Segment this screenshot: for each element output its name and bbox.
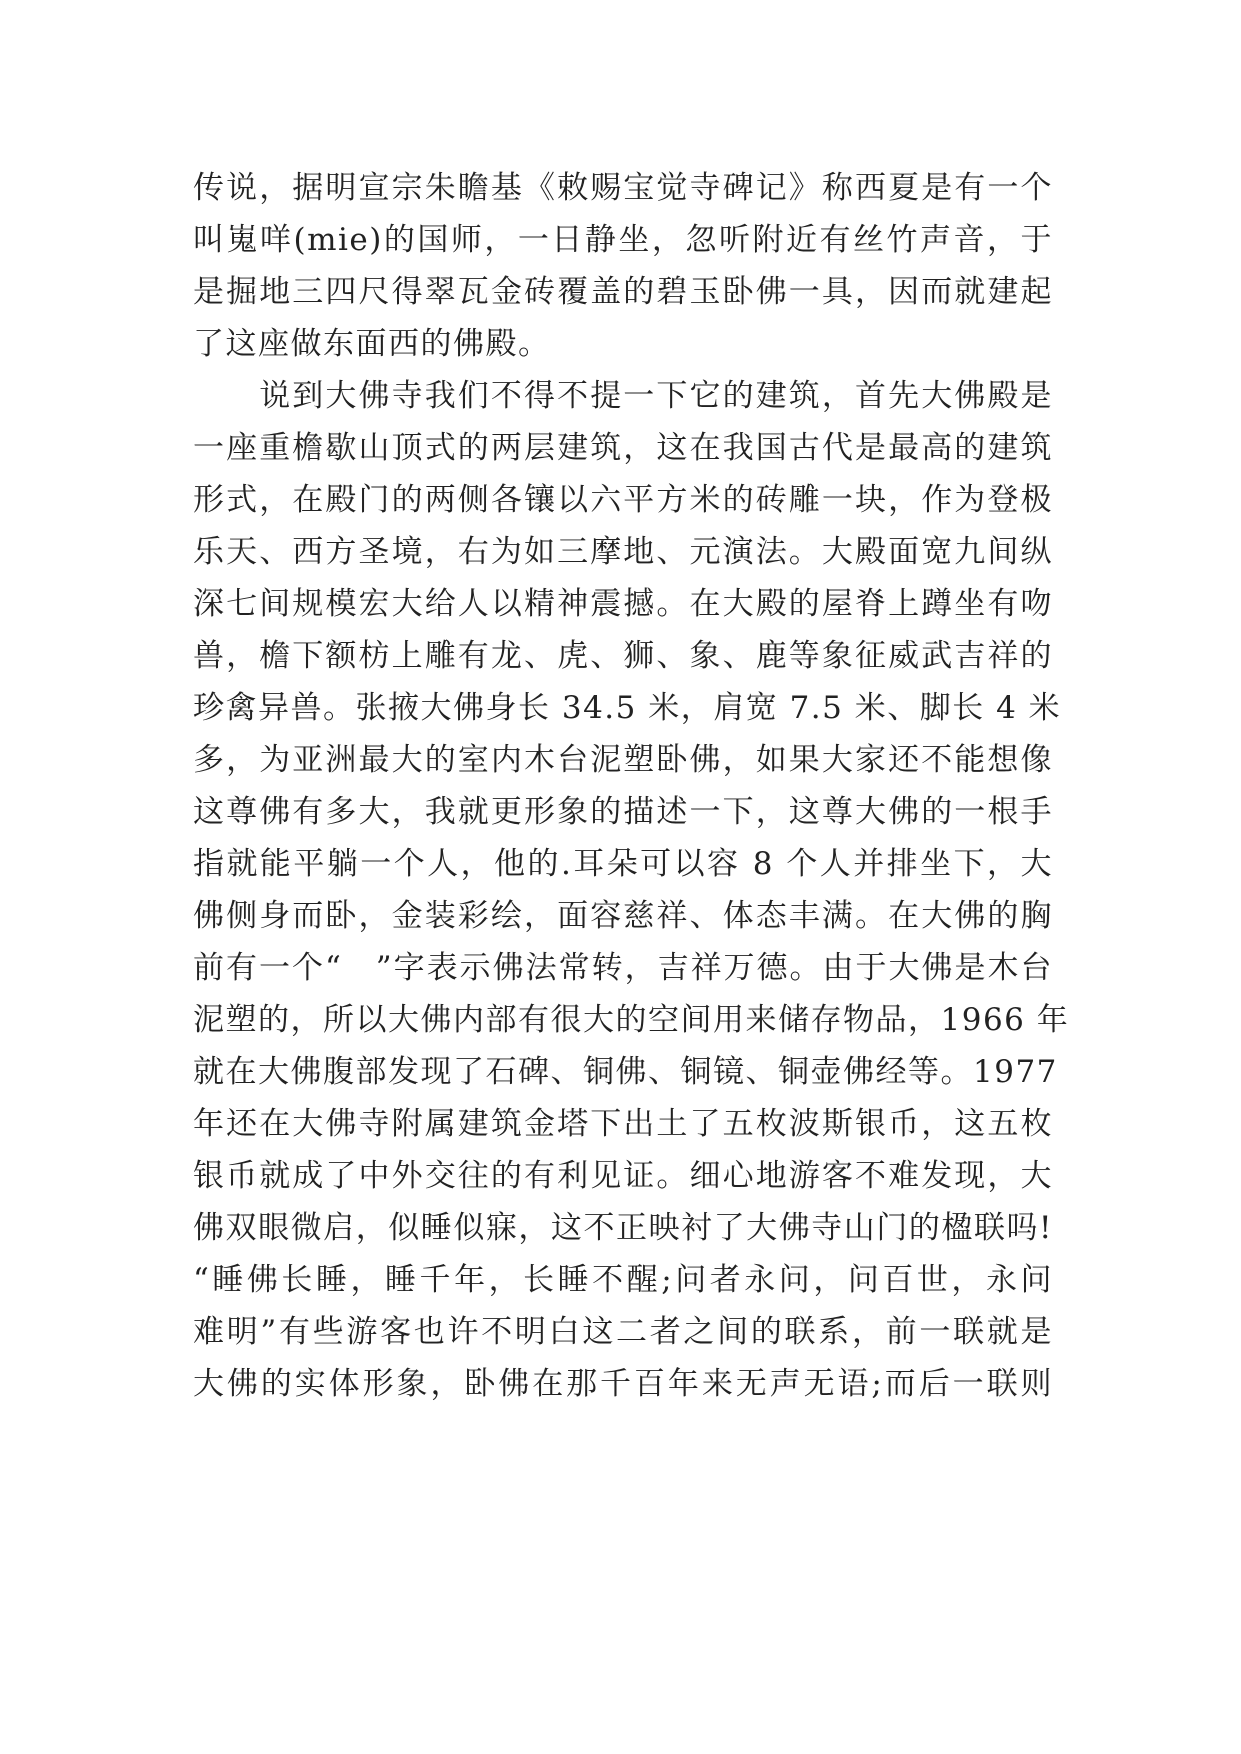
text-line-3: 是掘地三四尺得翠瓦金砖覆盖的碧玉卧佛一具，因而就建起 [193,274,1053,310]
text-line-17: 泥塑的，所以大佛内部有很大的空间用来储存物品，1966 年 [193,1002,1070,1038]
text-line-21: 佛双眼微启，似睡似寐，这不正映衬了大佛寺山门的楹联吗! [193,1210,1053,1246]
text-line-2: 叫嵬咩(mie)的国师，一日静坐，忽听附近有丝竹声音，于 [193,222,1053,258]
text-line-12: 多，为亚洲最大的室内木台泥塑卧佛，如果大家还不能想像 [193,742,1053,778]
text-line-22: “睡佛长睡，睡千年，长睡不醒;问者永问，问百世，永问 [193,1262,1053,1298]
text-line-15: 佛侧身而卧，金装彩绘，面容慈祥、体态丰满。在大佛的胸 [193,898,1053,934]
text-line-11: 珍禽异兽。张掖大佛身长 34.5 米，肩宽 7.5 米、脚长 4 米 [193,690,1062,726]
text-line-19: 年还在大佛寺附属建筑金塔下出土了五枚波斯银币，这五枚 [193,1106,1053,1142]
text-line-16: 前有一个“ ”字表示佛法常转，吉祥万德。由于大佛是木台 [193,950,1053,986]
text-line-6: 一座重檐歇山顶式的两层建筑，这在我国古代是最高的建筑 [193,430,1053,466]
text-line-13: 这尊佛有多大，我就更形象的描述一下，这尊大佛的一根手 [193,794,1053,830]
text-line-5: 说到大佛寺我们不得不提一下它的建筑，首先大佛殿是 [193,378,1053,414]
text-line-4: 了这座做东面西的佛殿。 [193,326,551,362]
text-line-23: 难明”有些游客也许不明白这二者之间的联系，前一联就是 [193,1314,1053,1350]
text-line-10: 兽，檐下额枋上雕有龙、虎、狮、象、鹿等象征威武吉祥的 [193,638,1053,674]
text-line-20: 银币就成了中外交往的有利见证。细心地游客不难发现，大 [193,1158,1053,1194]
text-line-7: 形式，在殿门的两侧各镶以六平方米的砖雕一块，作为登极 [193,482,1053,518]
body-text [193,162,1070,1410]
text-line-9: 深七间规模宏大给人以精神震撼。在大殿的屋脊上蹲坐有吻 [193,586,1053,622]
text-line-24: 大佛的实体形象，卧佛在那千百年来无声无语;而后一联则 [193,1366,1053,1402]
text-line-14: 指就能平躺一个人，他的.耳朵可以容 8 个人并排坐下，大 [193,846,1053,882]
text-line-1: 传说，据明宣宗朱瞻基《敕赐宝觉寺碑记》称西夏是有一个 [193,170,1053,206]
text-line-8: 乐天、西方圣境，右为如三摩地、元演法。大殿面宽九间纵 [193,534,1053,570]
text-line-18: 就在大佛腹部发现了石碑、铜佛、铜镜、铜壶佛经等。1977 [193,1054,1058,1090]
